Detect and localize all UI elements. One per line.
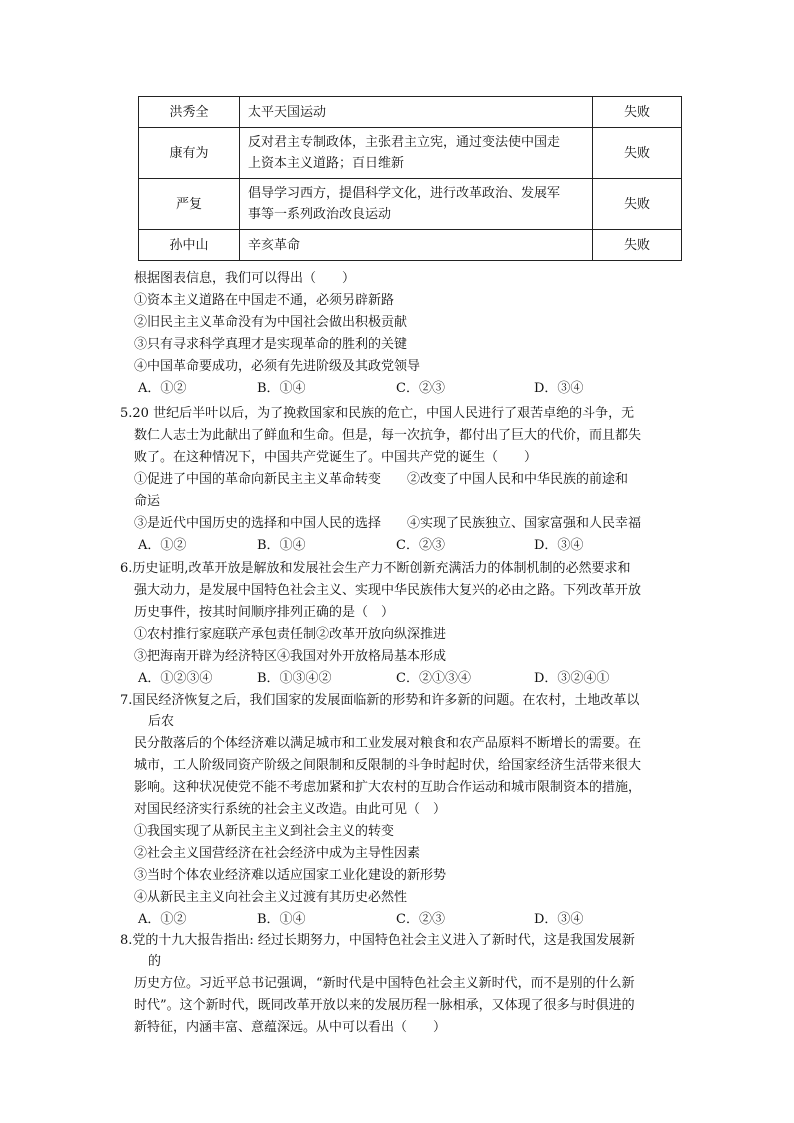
event-cell (240, 230, 593, 261)
person-cell: 康有为 (139, 128, 240, 179)
person-cell: 孙中山 (139, 230, 240, 261)
q5-option-c[interactable]: C．②③ (396, 538, 445, 553)
result-cell: 失败 (593, 179, 682, 230)
result-cell: 失败 (593, 230, 682, 261)
q4-option-b[interactable]: B．①④ (257, 381, 306, 396)
q6-option-a[interactable]: A．①②③④ (138, 671, 213, 686)
q4-statement: ④中国革命要成功，必须有先进阶级及其政党领导 (134, 359, 421, 374)
q7-line: 民分散落后的个体经济难以满足城市和工业发展对粮食和农产品原料不断增长的需要。在 (134, 736, 642, 751)
table-row (139, 230, 682, 261)
table-row (139, 97, 682, 128)
q6-option-d[interactable]: D．③②④① (534, 671, 610, 686)
q4-statement: ③只有寻求科学真理才是实现革命的胜利的关键 (134, 337, 408, 352)
q5-line: ①促进了中国的革命向新民主主义革命转变 ②改变了中国人民和中华民族的前途和 (134, 472, 629, 487)
q7-option-b[interactable]: B．①④ (257, 912, 306, 927)
q6-line: 6.历史证明,改革开放是解放和发展社会生产力不断创新充满活力的体制机制的必然要求和 (120, 561, 631, 576)
q8-line: 历史方位。习近平总书记强调，“新时代是中国特色社会主义新时代，而不是别的什么新 (134, 976, 635, 991)
q7-option-d[interactable]: D．③④ (534, 912, 584, 927)
person-cell: 洪秀全 (139, 97, 240, 128)
q7-line: ①我国实现了从新民主主义到社会主义的转变 (134, 824, 395, 839)
q5-line: 5.20 世纪后半叶以后，为了挽救国家和民族的危亡，中国人民进行了艰苦卓绝的斗争，无 (120, 406, 635, 421)
reform-attempts-table (138, 96, 682, 261)
q7-line: 影响。这种状况使党不能不考虑加紧和扩大农村的互助合作运动和城市限制资本的措施， (134, 780, 642, 795)
table-row (139, 128, 682, 179)
q6-option-c[interactable]: C．②①③④ (396, 671, 471, 686)
q4-option-c[interactable]: C．②③ (396, 381, 445, 396)
event-cell (240, 128, 593, 179)
q4-statement: ②旧民主主义革命没有为中国社会做出积极贡献 (134, 315, 408, 330)
q7-line: 后农 (148, 714, 175, 729)
q8-line: 8.党的十九大报告指出: 经过长期努力，中国特色社会主义进入了新时代，这是我国发展新 (120, 933, 635, 948)
q6-line: ①农村推行家庭联产承包责任制②改革开放向纵深推进 (134, 627, 447, 642)
event-line: 事等一系列政治改良运动 (248, 207, 392, 222)
q4-stem: 根据图表信息，我们可以得出（ ） (134, 271, 356, 286)
result-cell: 失败 (593, 128, 682, 179)
q6-line: ③把海南开辟为经济特区④我国对外开放格局基本形成 (134, 649, 447, 664)
result-cell: 失败 (593, 97, 682, 128)
event-line: 倡导学习西方，提倡科学文化，进行改革政治、发展军 (248, 186, 561, 201)
q4-option-d[interactable]: D．③④ (534, 381, 584, 396)
q8-line: 新特征，内涵丰富、意蕴深远。从中可以看出（ ） (134, 1020, 447, 1035)
event-line: 上资本主义道路；百日维新 (248, 156, 405, 171)
event-cell (240, 97, 593, 128)
event-line: 反对君主专制政体，主张君主立宪，通过变法使中国走 (248, 135, 561, 150)
q5-line: 数仁人志士为此献出了鲜血和生命。但是，每一次抗争，都付出了巨大的代价，而且都失 (134, 428, 642, 443)
q5-option-a[interactable]: A．①② (138, 538, 187, 553)
q7-line: 7.国民经济恢复之后，我们国家的发展面临新的形势和许多新的问题。在农村，土地改革以 (120, 693, 640, 708)
q6-line: 历史事件，按其时间顺序排列正确的是（ ） (134, 605, 395, 620)
q7-line: ③当时个体农业经济难以适应国家工业化建设的新形势 (134, 868, 447, 883)
q8-line: 的 (148, 954, 162, 969)
table-row (139, 179, 682, 230)
q7-line: 对国民经济实行系统的社会主义改造。由此可见（ ） (134, 802, 447, 817)
person-cell: 严复 (139, 179, 240, 230)
q7-option-c[interactable]: C．②③ (396, 912, 445, 927)
event-line: 辛亥革命 (248, 237, 301, 253)
q7-line: ②社会主义国营经济在社会经济中成为主导性因素 (134, 846, 421, 861)
event-cell (240, 179, 593, 230)
q6-line: 强大动力，是发展中国特色社会主义、实现中华民族伟大复兴的必由之路。下列改革开放 (134, 583, 642, 598)
q5-option-b[interactable]: B．①④ (257, 538, 306, 553)
q4-option-a[interactable]: A．①② (138, 381, 187, 396)
q6-option-b[interactable]: B．①③④② (257, 671, 332, 686)
q5-line: 命运 (134, 494, 161, 509)
q7-option-a[interactable]: A．①② (138, 912, 187, 927)
q7-line: ④从新民主主义向社会主义过渡有其历史必然性 (134, 890, 408, 905)
event-line: 太平天国运动 (248, 104, 327, 120)
q8-line: 时代”。这个新时代，既同改革开放以来的发展历程一脉相承，又体现了很多与时俱进的 (134, 998, 635, 1013)
q4-statement: ①资本主义道路在中国走不通，必须另辟新路 (134, 293, 395, 308)
q5-line: ③是近代中国历史的选择和中国人民的选择 ④实现了民族独立、国家富强和人民幸福 (134, 516, 642, 531)
q7-line: 城市，工人阶级同资产阶级之间限制和反限制的斗争时起时伏，给国家经济生活带来很大 (134, 758, 642, 773)
q5-option-d[interactable]: D．③④ (534, 538, 584, 553)
q5-line: 败了。在这种情况下，中国共产党诞生了。中国共产党的诞生（ ） (134, 450, 538, 465)
